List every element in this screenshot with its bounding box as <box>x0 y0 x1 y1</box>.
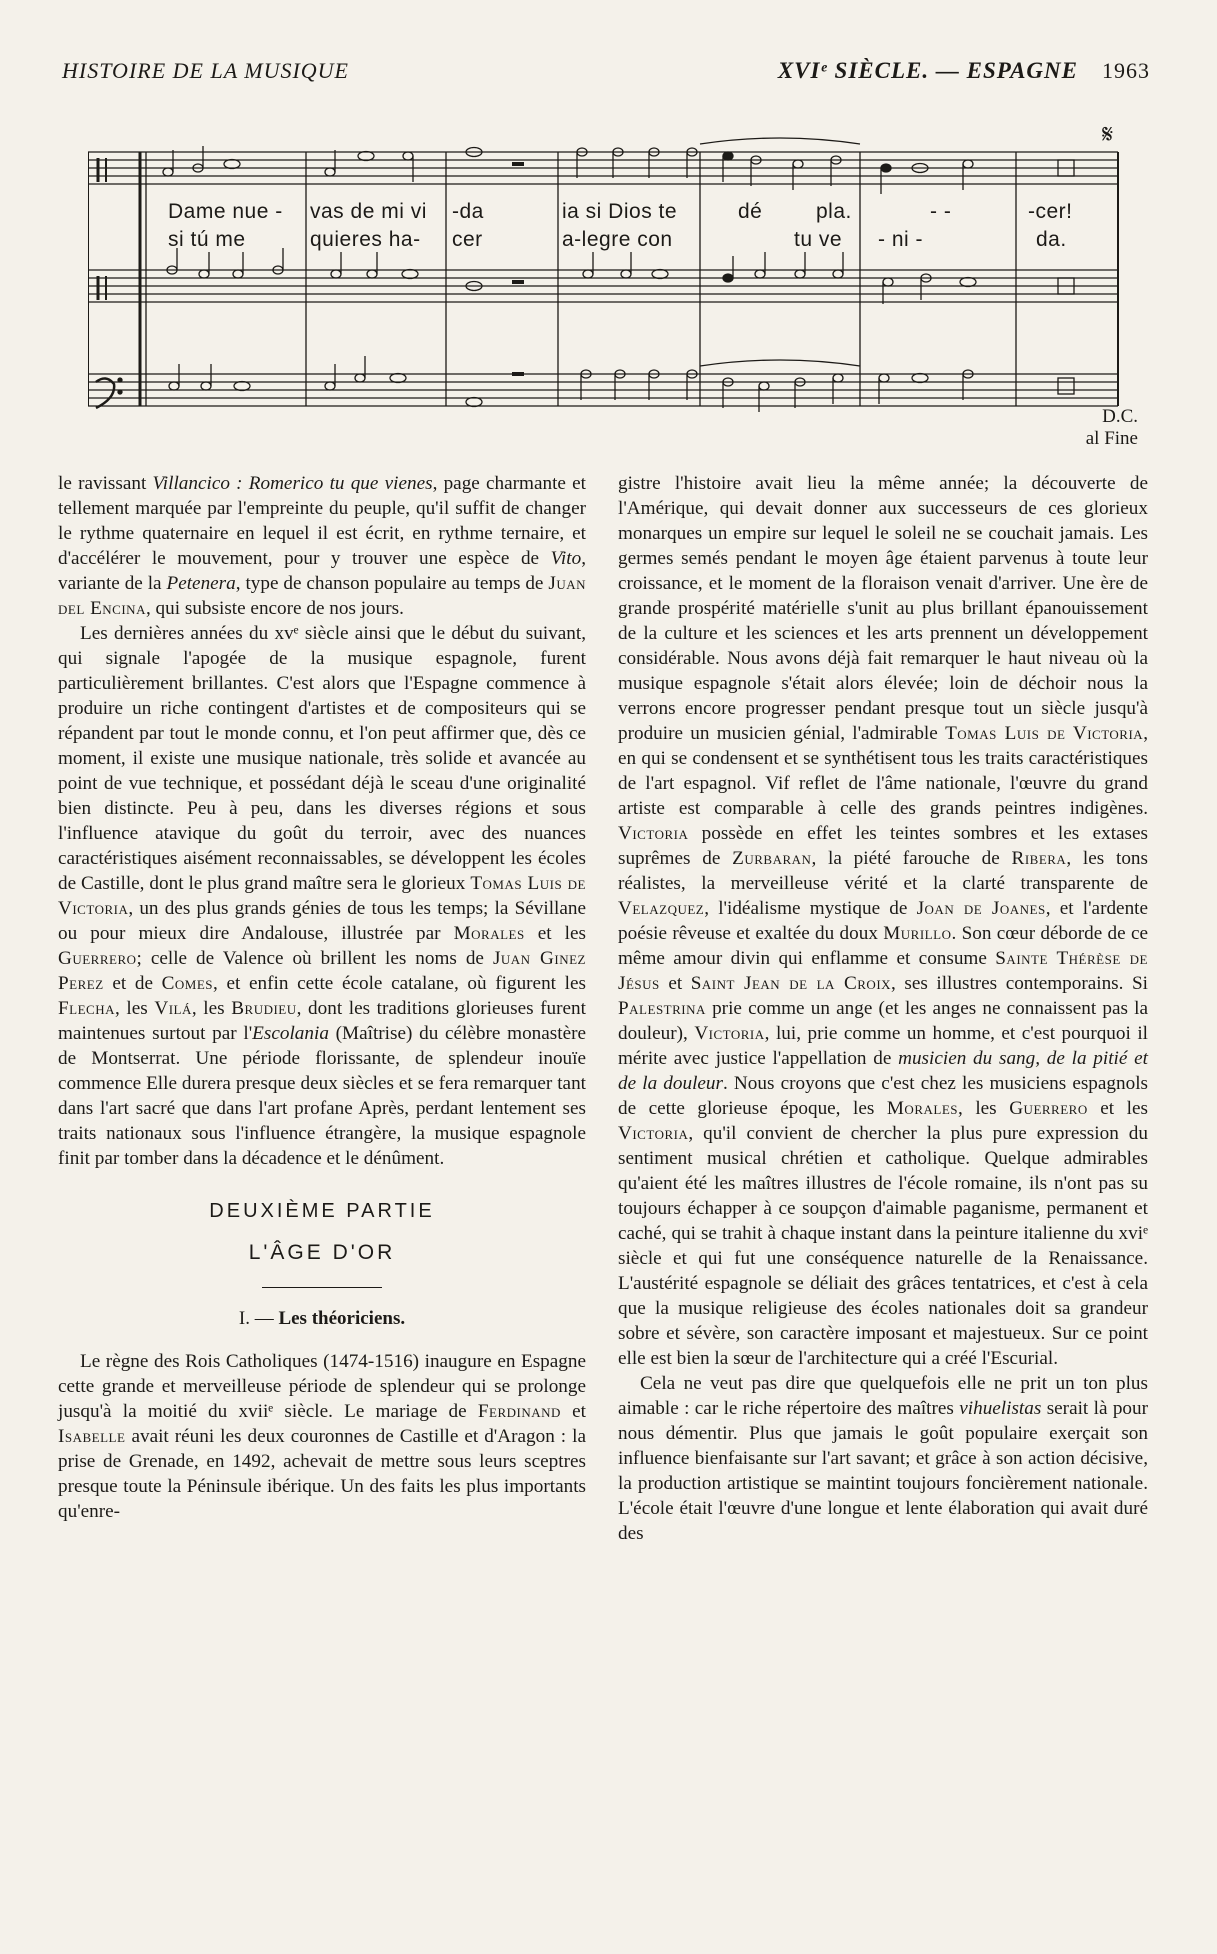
lyric-1-6: pla. <box>816 200 852 223</box>
music-score <box>88 120 1158 454</box>
lyric-2-6: - ni - <box>878 228 923 251</box>
section-divider <box>262 1287 382 1288</box>
da-capo-mark: D.C. al Fine <box>1085 406 1138 449</box>
left-paragraph-2: Les dernières années du xvᵉ siècle ainsi que le début du suivant, qui signale l'apogée de la musique espagnole, furent particulièrement brillantes. C'est alors que l'Espagne commence à produire un riche contingent d'artistes et de compositeurs qui se répandent par tout le monde connu, et l'on peut affirmer que, dès ce moment, il existe une musique nationale, très solide et avancée au point de vue technique, et possédant déjà le sceau d'une originalité bien distincte. Peu à peu, dans les diverses régions et sous l'influence atavique du goût du terroir, avec des nuances caractéristiques aisément reconnaissables, se développent les écoles de Castille, dont le plus grand maître sera le glorieux Tomas Luis de Victoria, un des plus grands génies de tous les temps; la Sévillane ou pour mieux dire Andalouse, illustrée par Morales et les Guerrero; celle de Valence où brillent les noms de Juan Ginez Perez et de Comes, et enfin cette école catalane, où figurent les Flecha, les Vilá, les Brudieu, dont les traditions glorieuses furent maintenues surtout par l'Escolania (Maîtrise) du célèbre monastère de Montserrat. Une période florissante, de splendeur inouïe commence Elle durera presque deux siècles et se fera remarquer tant dans l'art sacré que dans l'art profane Après, perdant lentement ses traits nationaux sous l'influence étrangère, la musique espagnole finit par tomber dans la décadence et le dénûment. <box>58 623 586 1169</box>
lyric-2-5: tu ve <box>794 228 843 251</box>
lyric-1-7: - - <box>930 200 952 223</box>
right-paragraph-1: gistre l'histoire avait lieu la même année; la découverte de l'Amérique, qui devait donner aux successeurs de ces glorieux monarques un empire sur lequel le soleil ne se couchait jamais. Les germes semés pendant le moyen âge étaient parvenus à toute leur croissance, et le moment de la floraison venait d'arriver. Une ère de grande prospérité matérielle s'unit au plus brillant épanouissement de la culture et les sciences et les arts prennent un développement considérable. Nous avons déjà fait remarquer le haut niveau où la musique espagnole s'était alors élevée; loin de déchoir nous la verrons encore progresser pendant presque tout un siècle jusqu'à produire un musicien génial, l'admirable Tomas Luis de Victoria, en qui se condensent et se synthétisent tous les traits caractéristiques de l'art espagnol. Vif reflet de l'âme nationale, l'œuvre du grand artiste est comparable à celle des grands peintres indigènes. Victoria possède en effet les teintes sombres et les extases suprêmes de Zurbaran, la piété farouche de Ribera, les tons réalistes, la merveilleuse vérité et la clarté transparente de Velazquez, l'idéalisme mystique de Joan de Joanes, et l'ardente poésie rêveuse et exaltée du doux Murillo. Son cœur déborde de ce même amour divin qui enflamme et consume Sainte Thérèse de Jésus et Saint Jean de la Croix, ses illustres contemporains. Si Palestrina prie comme un ange (et les anges ne connaissent pas la douleur), Victoria, lui, prie comme un homme, et c'est pourquoi il mérite avec justice l'appellation de musicien du sang, de la pitié et de la douleur. Nous croyons que c'est chez les musiciens espagnols de cette glorieuse époque, les Morales, les Guerrero et les Victoria, qu'il convient de chercher la plus pure expression du sentiment musical chrétien et catholique. Quelque admirables qu'aient été les maîtres illustres de l'école romaine, ils n'ont pas su toujours échapper à ce soupçon d'aimable paganisme, permanent et caché, qui se trahit à chaque instant dans la peinture italienne du xviᵉ siècle et qui fut une conséquence naturelle de la Renaissance. L'austérité espagnole se déliait des grâces tentatrices, et c'est à cela que la musique religieuse des écoles nationales doit sa grandeur sobre et sévère, son caractère imposant et majestueux. Sur ce point elle est bien la sœur de l'architecture qui a créé l'Escurial. <box>618 473 1149 1369</box>
header-title: HISTOIRE DE LA MUSIQUE <box>62 58 349 83</box>
lyric-2-1: si tú me <box>168 228 246 251</box>
lyric-1-5: dé <box>738 200 763 223</box>
lyric-2-2: quieres ha- <box>310 228 421 251</box>
part-title: DEUXIÈME PARTIE <box>209 1200 435 1222</box>
lyric-2-7: da. <box>1036 228 1067 251</box>
left-paragraph-1: le ravissant Villancico : Romerico tu que vienes, page charmante et tellement marquée par l'empreinte du peuple, qu'il suffit de changer le rythme quaternaire en lequel il est écrit, en rythme ternaire, et d'accélérer le mouvement, pour y trouver une espèce de Vito, variante de la Petenera, type de chanson populaire au temps de Juan del Encina, qui subsiste encore de nos jours. <box>58 473 586 619</box>
lyric-1-1: Dame nue - <box>168 200 283 223</box>
lyric-1-2: vas de mi vi <box>310 200 427 223</box>
section-heading: I. — Les théoriciens. <box>238 1308 406 1329</box>
lyric-1-3: -da <box>452 200 484 223</box>
header-section: XVIᵉ SIÈCLE. — ESPAGNE 1963 <box>777 58 1150 83</box>
right-column <box>618 471 1148 1546</box>
lyric-2-4: a-legre con <box>562 228 673 251</box>
lyric-2-3: cer <box>452 228 483 251</box>
score-staves <box>88 124 1158 454</box>
page-number: 1963 <box>1102 58 1150 83</box>
left-column <box>58 471 586 1524</box>
lyric-1-4: ia si Dios te <box>562 200 678 223</box>
part-subtitle: L'ÂGE D'OR <box>248 1241 396 1264</box>
segno-sign: 𝄋 <box>1102 120 1114 149</box>
lyric-1-8: -cer! <box>1028 200 1073 223</box>
running-header <box>62 58 1150 88</box>
left-paragraph-3: Le règne des Rois Catholiques (1474-1516) inaugure en Espagne cette grande et merveilleuse période de splendeur qui se prolonge jusqu'à la moitié du xviiᵉ siècle. Le mariage de Ferdinand et Isabelle avait réuni les deux couronnes de Castille et d'Aragon : la prise de Grenade, en 1492, achevait de mettre sous leurs sceptres presque toute la Péninsule ibérique. Un des faits les plus importants qu'enre- <box>58 1351 586 1522</box>
right-paragraph-2: Cela ne veut pas dire que quelquefois elle ne prit un ton plus aimable : car le riche répertoire des maîtres vihuelistas serait là pour nous démentir. Plus que jamais le goût populaire exerçait son influence bienfaisante sur l'art savant; et grâce à son action décisive, la production artistique se maintint toujours foncièrement nationale. L'école était l'œuvre d'une longue et lente élaboration qui avait duré des <box>618 1373 1149 1544</box>
